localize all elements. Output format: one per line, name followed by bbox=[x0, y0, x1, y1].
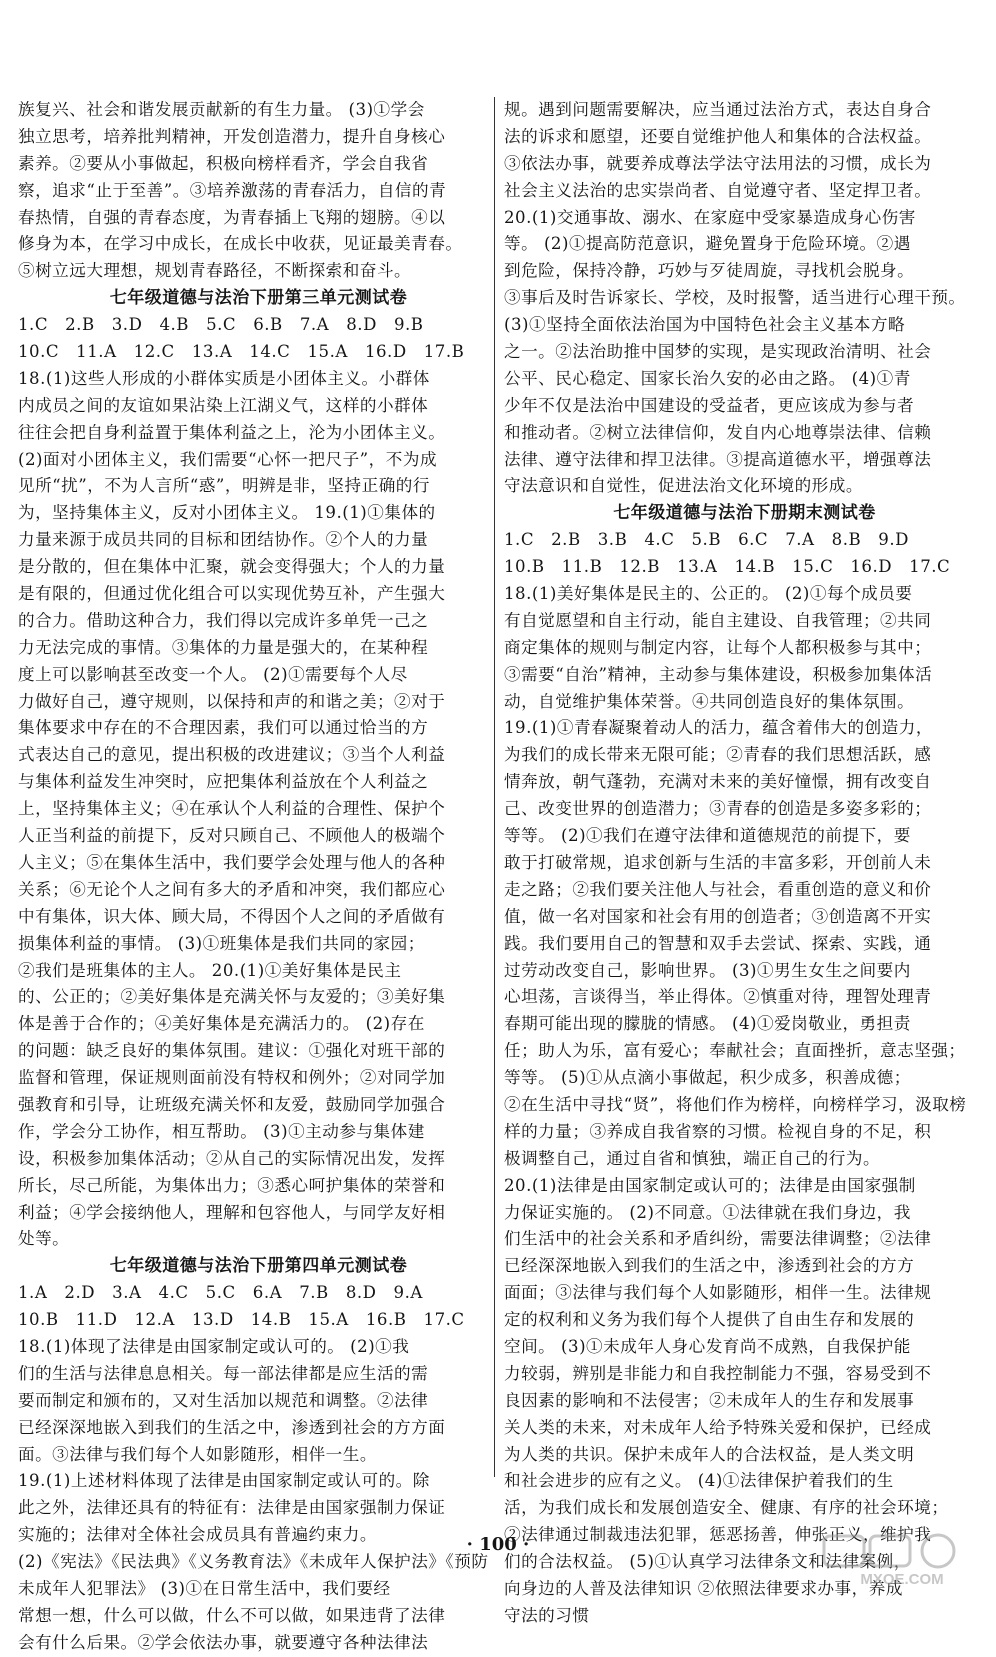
right-text-line: 等等。 (2)①我们在遵守法律和道德规范的前提下，要 bbox=[504, 826, 911, 846]
left-text-line: 面。③法律与我们每个人如影随形，相伴一生。 bbox=[18, 1444, 377, 1464]
right-text-line: 们生活中的社会关系和矛盾纠纷，需要法律调整；②法律 bbox=[504, 1229, 932, 1249]
left-text-line: ②我们是班集体的主人。 20.(1)①美好集体是民主 bbox=[18, 960, 402, 980]
left-text-line: 素养。②要从小事做起，积极向榜样看齐，学会自我省 bbox=[18, 153, 429, 173]
right-section-heading: 七年级道德与法治下册期末测试卷 bbox=[613, 503, 876, 524]
right-text-line: 已经深深地嵌入到我们的生活之中，渗透到社会的方方 bbox=[504, 1256, 915, 1276]
right-text-line: 心坦荡，言谈得当，举止得体。②慎重对待，理智处理青 bbox=[504, 987, 932, 1007]
left-text-line: 与集体利益发生冲突时，应把集体利益放在个人利益之 bbox=[18, 772, 429, 792]
left-section-heading: 七年级道德与法治下册第四单元测试卷 bbox=[109, 1256, 408, 1277]
right-text-line: ②在生活中寻找“贤”，将他们作为榜样，向榜样学习，汲取榜 bbox=[504, 1094, 967, 1114]
left-text-line: 此之外，法律还具有的特征有：法律是由国家强制力保证 bbox=[18, 1498, 446, 1518]
left-text-line: 关系；⑥无论个人之间有多大的矛盾和冲突，我们都应心 bbox=[18, 879, 446, 899]
right-text-line: 守法意识和自觉性，促进法治文化环境的形成。 bbox=[504, 476, 863, 496]
right-text-line: 1.C 2.B 3.B 4.C 5.B 6.C 7.A 8.B 9.D bbox=[504, 530, 909, 550]
right-text-line: 和推动者。②树立法律信仰，发自内心地尊崇法律、信赖 bbox=[504, 422, 932, 442]
left-text-line: 往往会把自身利益置于集体利益之上，沦为小团体主义。 bbox=[18, 422, 446, 442]
left-text-line: 度上可以影响甚至改变一个人。 (2)①需要每个人尽 bbox=[18, 664, 408, 684]
left-text-line: 体是善于合作的；④美好集体是充满活力的。 (2)存在 bbox=[18, 1014, 425, 1034]
watermark-text: MXQE.COM bbox=[860, 1571, 944, 1588]
left-text-line: 族复兴、社会和谐发展贡献新的有生力量。 (3)①学会 bbox=[18, 100, 425, 119]
left-text-line: 强教育和引导，让班级充满关怀和友爱，鼓励同学加强合 bbox=[18, 1094, 446, 1114]
right-text-line: 守法的习惯 bbox=[504, 1605, 590, 1625]
right-text-line: 向身边的人普及法律知识 ②依照法律要求办事，养成 bbox=[504, 1578, 903, 1598]
right-text-line: 值，做一名对国家和社会有用的创造者；③创造离不开实 bbox=[504, 906, 932, 926]
page-number: · 100 · bbox=[466, 1534, 530, 1555]
left-text-line: 18.(1)这些人形成的小群体实质是小团体主义。小群体 bbox=[18, 368, 430, 388]
left-text-line: 未成年人犯罪法》 (3)①在日常生活中，我们要经 bbox=[18, 1578, 391, 1598]
left-text-line: 的合力。借助这种合力，我们得以完成许多单凭一己之 bbox=[18, 610, 429, 630]
right-text-line: ③事后及时告诉家长、学校，及时报警，适当进行心理干预。 bbox=[504, 288, 966, 308]
left-text-line: 力量来源于成员共同的目标和团结协作。②个人的力量 bbox=[18, 530, 429, 550]
left-text-line: 18.(1)体现了法律是由国家制定或认可的。 (2)①我 bbox=[18, 1336, 410, 1356]
right-text-line: 面面；③法律与我们每个人如影随形，相伴一生。法律规 bbox=[504, 1283, 932, 1303]
right-text-line: 情奔放，朝气蓬勃，充满对未来的美好憧憬，拥有改变自 bbox=[504, 772, 932, 792]
left-text-line: 1.A 2.D 3.A 4.C 5.C 6.A 7.B 8.D 9.A bbox=[18, 1283, 423, 1303]
right-column bbox=[504, 97, 985, 1630]
right-text-line: 定的权利和义务为我们每个人提供了自由生存和发展的 bbox=[504, 1310, 915, 1330]
right-text-line: 践。我们要用自己的智慧和双手去尝试、探索、实践，通 bbox=[504, 933, 932, 953]
left-text-line: 常想一想，什么可以做，什么不可以做，如果违背了法律 bbox=[18, 1605, 446, 1625]
left-text-line: 春热情，自强的青春态度，为青春插上飞翔的翅膀。④以 bbox=[18, 207, 446, 227]
right-text-line: 法律、遵守法律和捍卫法律。③提高道德水平，增强尊法 bbox=[504, 449, 932, 469]
right-text-line: 己、改变世界的创造潜力；③青春的创造是多姿多彩的； bbox=[504, 799, 932, 819]
right-text-line: 有自觉愿望和自主行动，能自主建设、自我管理；②共同 bbox=[504, 610, 932, 630]
right-text-line: 春期可能出现的朦胧的情感。 (4)①爱岗敬业，勇担责 bbox=[504, 1014, 911, 1034]
right-text-line: 等。 (2)①提高防范意识，避免置身于危险环境。②遇 bbox=[504, 234, 911, 254]
left-text-line: 会有什么后果。②学会依法办事，就要遵守各种法律法 bbox=[18, 1632, 429, 1652]
left-text-line: 要而制定和颁布的，又对生活加以规范和调整。②法律 bbox=[18, 1390, 429, 1410]
right-text-line: 少年不仅是法治中国建设的受益者，更应该成为参与者 bbox=[504, 395, 915, 415]
column-divider bbox=[494, 97, 495, 1477]
right-text-line: 关人类的未来，对未成年人给予特殊关爱和保护，已经成 bbox=[504, 1417, 932, 1437]
right-text-line: 力较弱，辨别是非能力和自我控制能力不强，容易受到不 bbox=[504, 1363, 932, 1383]
left-text-line: 察，追求“止于至善”。③培养激荡的青春活力，自信的青 bbox=[18, 180, 447, 200]
right-text-line: 空间。 (3)①未成年人身心发育尚不成熟，自我保护能 bbox=[504, 1336, 911, 1356]
left-text-line: (2)面对小团体主义，我们需要“心怀一把尺子”，不为成 bbox=[18, 449, 438, 469]
left-text-line: 内成员之间的友谊如果沾染上江湖义气，这样的小群体 bbox=[18, 395, 429, 415]
right-text-line: 力保证实施的。 (2)不同意。①法律就在我们身边，我 bbox=[504, 1202, 911, 1222]
left-text-line: 力无法完成的事情。③集体的力量是强大的，在某种程 bbox=[18, 637, 429, 657]
left-text-line: 为，坚持集体主义，反对小团体主义。 19.(1)①集体的 bbox=[18, 503, 436, 523]
left-text-line: 修身为本，在学习中成长，在成长中收获，见证最美青春。 bbox=[18, 234, 463, 254]
left-text-line: 利益；④学会接纳他人，理解和包容他人，与同学友好相 bbox=[18, 1202, 446, 1222]
left-text-line: 见所“扰”，不为人言所“惑”，明辨是非，坚持正确的行 bbox=[18, 476, 430, 496]
right-text-line: (3)①坚持全面依法治国为中国特色社会主义基本方略 bbox=[504, 315, 906, 335]
right-text-line: 19.(1)①青春凝聚着动人的活力，蕴含着伟大的创造力， bbox=[504, 718, 933, 738]
right-text-line: 20.(1)法律是由国家制定或认可的；法律是由国家强制 bbox=[504, 1175, 916, 1195]
left-text-line: 人主义；⑤在集体生活中，我们要学会处理与他人的各种 bbox=[18, 852, 446, 872]
left-text-line: 10.B 11.D 12.A 13.D 14.B 15.A 16.B 17.C bbox=[18, 1310, 465, 1330]
left-text-line: 损集体利益的事情。 (3)①班集体是我们共同的家园； bbox=[18, 933, 425, 953]
right-text-line: 和社会进步的应有之义。 (4)①法律保护着我们的生 bbox=[504, 1471, 894, 1491]
right-text-line: 法的诉求和愿望，还要自觉维护他人和集体的合法权益。 bbox=[504, 126, 932, 146]
right-text-line: 任；助人为乐，富有爱心；奉献社会；直面挫折，意志坚强； bbox=[504, 1041, 966, 1061]
left-text-line: 已经深深地嵌入到我们的生活之中，渗透到社会的方方面 bbox=[18, 1417, 446, 1437]
right-text-line: ②法律通过制裁违法犯罪，惩恶扬善，伸张正义，维护我 bbox=[504, 1525, 932, 1545]
right-text-line: 到危险，保持冷静，巧妙与歹徒周旋，寻找机会脱身。 bbox=[504, 261, 915, 281]
left-text-line: 集体要求中存在的不合理因素，我们可以通过恰当的方 bbox=[18, 718, 429, 738]
left-text-line: 式表达自己的意见，提出积极的改进建议；③当个人利益 bbox=[18, 745, 446, 765]
left-text-line: 所长，尽己所能，为集体出力；③悉心呵护集体的荣誉和 bbox=[18, 1175, 446, 1195]
right-text-line: ③需要“自治”精神，主动参与集体建设，积极参加集体活 bbox=[504, 664, 933, 684]
left-section-heading: 七年级道德与法治下册第三单元测试卷 bbox=[109, 288, 408, 309]
left-text-line: 们的生活与法律息息相关。每一部法律都是应生活的需 bbox=[18, 1363, 429, 1383]
left-text-line: 设，积极参加集体活动；②从自己的实际情况出发，发挥 bbox=[18, 1148, 446, 1168]
left-text-line: 是有限的，但通过优化组合可以实现优势互补，产生强大 bbox=[18, 584, 446, 604]
right-text-line: 敢于打破常规，追求创新与生活的丰富多彩，开创前人未 bbox=[504, 852, 932, 872]
left-text-line: 19.(1)上述材料体现了法律是由国家制定或认可的。除 bbox=[18, 1471, 430, 1491]
right-text-line: 极调整自己，通过自省和慎独，端正自己的行为。 bbox=[504, 1148, 881, 1168]
left-text-line: ⑤树立远大理想，规划青春路径，不断探索和奋斗。 bbox=[18, 261, 412, 281]
left-text-line: 处等。 bbox=[18, 1229, 70, 1249]
right-text-line: 社会主义法治的忠实崇尚者、自觉遵守者、坚定捍卫者。 bbox=[504, 180, 932, 200]
right-text-line: 样的力量；③养成自我省察的习惯。检视自身的不足，积 bbox=[504, 1121, 932, 1141]
left-text-line: 的、公正的；②美好集体是充满关怀与友爱的；③美好集 bbox=[18, 987, 446, 1007]
right-text-line: 规。遇到问题需要解决，应当通过法治方式，表达自身合 bbox=[504, 100, 932, 119]
right-text-line: 等等。 (5)①从点滴小事做起，积少成多，积善成德； bbox=[504, 1068, 911, 1088]
left-text-line: 人正当利益的前提下，反对只顾自己、不顾他人的极端个 bbox=[18, 826, 446, 846]
left-text-line: 1.C 2.B 3.D 4.B 5.C 6.B 7.A 8.D 9.B bbox=[18, 315, 424, 335]
left-text-line: 上，坚持集体主义；④在承认个人利益的合理性、保护个 bbox=[18, 799, 446, 819]
right-text-line: 公平、民心稳定、国家长治久安的必由之路。 (4)①青 bbox=[504, 368, 911, 388]
left-text-line: 力做好自己，遵守规则，以保持和声的和谐之美；②对于 bbox=[18, 691, 446, 711]
left-text-line: 监督和管理，保证规则面前没有特权和例外；②对同学加 bbox=[18, 1068, 446, 1088]
right-text-line: 之一。②法治助推中国梦的实现，是实现政治清明、社会 bbox=[504, 342, 932, 362]
right-text-line: 动，自觉维护集体荣誉。④共同创造良好的集体氛围。 bbox=[504, 691, 915, 711]
left-text-line: (2)《宪法》《民法典》《义务教育法》《未成年人保护法》《预防 bbox=[18, 1552, 489, 1572]
right-text-line: 为我们的成长带来无限可能；②青春的我们思想活跃，感 bbox=[504, 745, 932, 765]
right-text-line: 商定集体的规则与制定内容，让每个人都积极参与其中； bbox=[504, 637, 932, 657]
right-text-line: 过劳动改变自己，影响世界。 (3)①男生女生之间要内 bbox=[504, 960, 911, 980]
left-column bbox=[18, 97, 499, 1657]
right-text-line: 18.(1)美好集体是民主的、公正的。 (2)①每个成员要 bbox=[504, 584, 913, 604]
left-text-line: 是分散的，但在集体中汇聚，就会变得强大；个人的力量 bbox=[18, 557, 446, 577]
right-text-line: 活，为我们成长和发展创造安全、健康、有序的社会环境； bbox=[504, 1498, 949, 1518]
right-text-line: 10.B 11.B 12.B 13.A 14.B 15.C 16.D 17.C bbox=[504, 557, 951, 577]
right-text-line: 良因素的影响和不法侵害；②未成年人的生存和发展事 bbox=[504, 1390, 915, 1410]
right-text-line: 20.(1)交通事故、溺水、在家庭中受家暴造成身心伤害 bbox=[504, 207, 916, 227]
right-text-line: 走之路；②我们要关注他人与社会，看重创造的意义和价 bbox=[504, 879, 932, 899]
right-text-line: 为人类的共识。保护未成年人的合法权益，是人类文明 bbox=[504, 1444, 915, 1464]
left-text-line: 的问题：缺乏良好的集体氛围。建议：①强化对班干部的 bbox=[18, 1041, 446, 1061]
left-text-line: 作，学会分工协作，相互帮助。 (3)①主动参与集体建 bbox=[18, 1121, 425, 1141]
right-text-line: ③依法办事，就要养成尊法学法守法用法的习惯，成长为 bbox=[504, 153, 932, 173]
left-text-line: 实施的；法律对全体社会成员具有普遍约束力。 bbox=[18, 1525, 377, 1545]
left-text-line: 中有集体，识大体、顾大局，不得因个人之间的矛盾做有 bbox=[18, 906, 446, 926]
right-text-line: 们的合法权益。 (5)①认真学习法律条文和法律案例， bbox=[504, 1552, 911, 1572]
left-text-line: 独立思考，培养批判精神，开发创造潜力，提升自身核心 bbox=[18, 126, 446, 146]
left-text-line: 10.C 11.A 12.C 13.A 14.C 15.A 16.D 17.B bbox=[18, 342, 465, 362]
watermark-logo-icon bbox=[822, 1532, 982, 1588]
